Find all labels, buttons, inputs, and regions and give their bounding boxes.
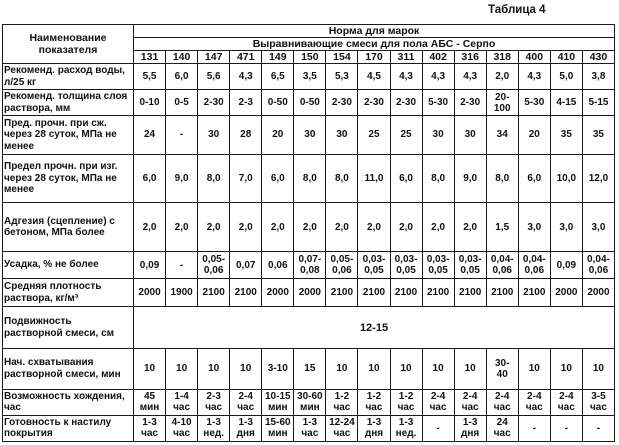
- row-label: Пред. прочн. при сж. через 28 суток, МПа не менее: [3, 116, 134, 155]
- value-cell: 30: [326, 116, 358, 155]
- grade-header-cell: 131: [134, 51, 166, 64]
- row-label: Средняя плотность раствора, кг/м³: [3, 279, 134, 307]
- table-row: [3, 389, 615, 415]
- value-cell: 12-24 час: [326, 415, 358, 441]
- value-cell: 6,5: [262, 64, 294, 90]
- grade-header-cell: 430: [582, 51, 614, 64]
- value-cell: 3,0: [582, 203, 614, 252]
- value-cell: 5,0: [550, 64, 582, 90]
- row-label: Нач. схватывания растворной смеси, мин: [3, 348, 134, 389]
- value-cell: 2-30: [326, 90, 358, 116]
- table-row: [3, 415, 615, 441]
- value-cell: 5-30: [422, 90, 454, 116]
- value-cell: 1900: [166, 279, 198, 307]
- value-cell: 1-3 нед.: [198, 415, 230, 441]
- value-cell: 8,0: [422, 154, 454, 203]
- value-cell: 10: [454, 348, 486, 389]
- value-cell: 2000: [582, 279, 614, 307]
- value-cell: 24: [134, 116, 166, 155]
- value-cell: 3,5: [294, 64, 326, 90]
- table-row: [3, 203, 615, 252]
- value-cell: 35: [582, 116, 614, 155]
- value-cell: 1-4 час: [166, 389, 198, 415]
- value-cell: 8,0: [486, 154, 518, 203]
- value-cell: 9,0: [454, 154, 486, 203]
- value-cell: 8,0: [198, 154, 230, 203]
- value-cell: 1-3 дня: [230, 415, 262, 441]
- value-cell: 35: [550, 116, 582, 155]
- value-cell: 5-30: [518, 90, 550, 116]
- value-cell: 30: [422, 116, 454, 155]
- value-cell: 2,0: [358, 203, 390, 252]
- value-cell: 2-3 час: [198, 389, 230, 415]
- row-label: Готовность к настилу покрытия: [3, 415, 134, 441]
- value-cell: 2100: [390, 279, 422, 307]
- specs-table: [2, 24, 615, 442]
- table-row: [3, 307, 615, 348]
- grade-header-cell: 149: [262, 51, 294, 64]
- row-label: Адгезия (сцепление) с бетоном, МПа более: [3, 203, 134, 252]
- row-label: Предел прочн. при изг. через 28 суток, МПа не менее: [3, 154, 134, 203]
- value-cell: 3,0: [518, 203, 550, 252]
- value-cell: 2-4 час: [518, 389, 550, 415]
- value-cell: -: [166, 116, 198, 155]
- value-cell: 2-30: [454, 90, 486, 116]
- value-cell: 24 час: [486, 415, 518, 441]
- value-cell: 8,0: [294, 154, 326, 203]
- value-cell: 3,8: [582, 64, 614, 90]
- value-cell: 2-4 час: [454, 389, 486, 415]
- value-cell: 5,3: [326, 64, 358, 90]
- grade-header-cell: 154: [326, 51, 358, 64]
- value-cell: 15-60 мин: [262, 415, 294, 441]
- value-cell: -: [166, 252, 198, 279]
- table-row: [3, 116, 615, 155]
- value-cell: -: [582, 415, 614, 441]
- value-cell: 2,0: [422, 203, 454, 252]
- value-cell: 0,09: [550, 252, 582, 279]
- value-cell: 0-50: [262, 90, 294, 116]
- value-cell: 4-15: [550, 90, 582, 116]
- value-cell: 10: [166, 348, 198, 389]
- value-cell: 0,09: [134, 252, 166, 279]
- grade-header-cell: 170: [358, 51, 390, 64]
- row-label: Рекоменд. расход воды, л/25 кг: [3, 64, 134, 90]
- merged-value-cell: 12-15: [134, 307, 615, 348]
- value-cell: 10: [326, 348, 358, 389]
- value-cell: 2000: [134, 279, 166, 307]
- value-cell: 25: [358, 116, 390, 155]
- table-body: [3, 64, 615, 442]
- value-cell: 30- 40: [486, 348, 518, 389]
- table-row: [3, 252, 615, 279]
- value-cell: 5,5: [134, 64, 166, 90]
- value-cell: 0,05- 0,06: [198, 252, 230, 279]
- value-cell: 2-4 час: [550, 389, 582, 415]
- value-cell: 0-5: [166, 90, 198, 116]
- table-row: [3, 348, 615, 389]
- value-cell: 4,3: [422, 64, 454, 90]
- value-cell: 2000: [262, 279, 294, 307]
- value-cell: 6,0: [262, 154, 294, 203]
- value-cell: 0,05- 0,06: [326, 252, 358, 279]
- value-cell: 5-15: [582, 90, 614, 116]
- value-cell: 2,0: [454, 203, 486, 252]
- value-cell: 10: [358, 348, 390, 389]
- value-cell: 30: [198, 116, 230, 155]
- value-cell: 4,3: [230, 64, 262, 90]
- value-cell: 1-3 час: [134, 415, 166, 441]
- value-cell: 0-10: [134, 90, 166, 116]
- value-cell: 4,3: [390, 64, 422, 90]
- value-cell: -: [518, 415, 550, 441]
- value-cell: -: [550, 415, 582, 441]
- value-cell: 10: [390, 348, 422, 389]
- grade-header-cell: 150: [294, 51, 326, 64]
- row-label: Подвижность растворной смеси, см: [3, 307, 134, 348]
- value-cell: 1-2 час: [390, 389, 422, 415]
- value-cell: 1-3 нед.: [390, 415, 422, 441]
- value-cell: 10: [582, 348, 614, 389]
- table-caption: Таблица 4: [488, 4, 546, 16]
- value-cell: 2-30: [358, 90, 390, 116]
- value-cell: 7,0: [230, 154, 262, 203]
- grade-header-cell: 400: [518, 51, 550, 64]
- value-cell: 2,0: [166, 203, 198, 252]
- value-cell: 10,0: [550, 154, 582, 203]
- value-cell: 5,6: [198, 64, 230, 90]
- value-cell: 12,0: [582, 154, 614, 203]
- value-cell: 1-3 дня: [358, 415, 390, 441]
- value-cell: 2000: [550, 279, 582, 307]
- value-cell: 10: [518, 348, 550, 389]
- row-label: Усадка, % не более: [3, 252, 134, 279]
- value-cell: 10: [422, 348, 454, 389]
- value-cell: 20- 100: [486, 90, 518, 116]
- value-cell: 45 мин: [134, 389, 166, 415]
- value-cell: 20: [262, 116, 294, 155]
- value-cell: 0,04- 0,06: [486, 252, 518, 279]
- value-cell: 10: [198, 348, 230, 389]
- value-cell: 10: [134, 348, 166, 389]
- value-cell: 2-30: [390, 90, 422, 116]
- value-cell: 28: [230, 116, 262, 155]
- value-cell: 3-5 час: [582, 389, 614, 415]
- table-row: [3, 90, 615, 116]
- value-cell: 1,5: [486, 203, 518, 252]
- value-cell: 2,0: [198, 203, 230, 252]
- grade-header-cell: 316: [454, 51, 486, 64]
- value-cell: 2100: [326, 279, 358, 307]
- value-cell: 0,04- 0,06: [582, 252, 614, 279]
- value-cell: 9,0: [166, 154, 198, 203]
- value-cell: 2,0: [294, 203, 326, 252]
- norm-header: Норма для марок: [134, 25, 615, 38]
- value-cell: 1-2 час: [326, 389, 358, 415]
- grade-header-cell: 402: [422, 51, 454, 64]
- table-row: [3, 154, 615, 203]
- value-cell: 2,0: [390, 203, 422, 252]
- value-cell: 0,04- 0,06: [518, 252, 550, 279]
- value-cell: 4,5: [358, 64, 390, 90]
- value-cell: 0,07: [230, 252, 262, 279]
- value-cell: 0,06: [262, 252, 294, 279]
- value-cell: 30: [294, 116, 326, 155]
- value-cell: 10: [230, 348, 262, 389]
- table-row: [3, 64, 615, 90]
- value-cell: 1-2 час: [358, 389, 390, 415]
- value-cell: 4,3: [518, 64, 550, 90]
- value-cell: 0,03- 0,05: [454, 252, 486, 279]
- value-cell: 2100: [230, 279, 262, 307]
- value-cell: 10: [550, 348, 582, 389]
- value-cell: 2100: [422, 279, 454, 307]
- value-cell: 2,0: [486, 64, 518, 90]
- value-cell: 34: [486, 116, 518, 155]
- name-column-header: Наименование показателя: [3, 25, 134, 64]
- row-label: Возможность хождения, час: [3, 389, 134, 415]
- value-cell: 8,0: [326, 154, 358, 203]
- value-cell: 0-50: [294, 90, 326, 116]
- value-cell: 6,0: [518, 154, 550, 203]
- value-cell: 2100: [358, 279, 390, 307]
- grade-header-cell: 318: [486, 51, 518, 64]
- grade-header-cell: 410: [550, 51, 582, 64]
- value-cell: 2-4 час: [486, 389, 518, 415]
- value-cell: 2100: [198, 279, 230, 307]
- value-cell: 20: [518, 116, 550, 155]
- value-cell: 2100: [486, 279, 518, 307]
- value-cell: 4-10 час: [166, 415, 198, 441]
- value-cell: 0,03- 0,05: [390, 252, 422, 279]
- value-cell: 30: [454, 116, 486, 155]
- value-cell: 25: [390, 116, 422, 155]
- value-cell: 11,0: [358, 154, 390, 203]
- value-cell: 30-60 мин: [294, 389, 326, 415]
- value-cell: 2-4 час: [422, 389, 454, 415]
- value-cell: 0,07- 0,08: [294, 252, 326, 279]
- value-cell: 3-10: [262, 348, 294, 389]
- grade-header-cell: 140: [166, 51, 198, 64]
- value-cell: 2100: [454, 279, 486, 307]
- value-cell: 3,0: [550, 203, 582, 252]
- value-cell: 2,0: [262, 203, 294, 252]
- value-cell: 2,0: [134, 203, 166, 252]
- value-cell: 6,0: [390, 154, 422, 203]
- value-cell: 2000: [294, 279, 326, 307]
- value-cell: 1-3 час: [294, 415, 326, 441]
- value-cell: 1-3 дня: [454, 415, 486, 441]
- value-cell: 2,0: [230, 203, 262, 252]
- value-cell: 6,0: [134, 154, 166, 203]
- value-cell: -: [422, 415, 454, 441]
- grade-header-cell: 311: [390, 51, 422, 64]
- value-cell: 0,03- 0,05: [358, 252, 390, 279]
- value-cell: 10-15 мин: [262, 389, 294, 415]
- value-cell: 4,3: [454, 64, 486, 90]
- value-cell: 15: [294, 348, 326, 389]
- mixes-subheader: Выравнивающие смеси для пола АБС - Серпо: [134, 38, 615, 51]
- row-label: Рекоменд. толщина слоя раствора, мм: [3, 90, 134, 116]
- value-cell: 2-3: [230, 90, 262, 116]
- table-row: [3, 279, 615, 307]
- value-cell: 2,0: [326, 203, 358, 252]
- value-cell: 2-4 час: [230, 389, 262, 415]
- value-cell: 0,03- 0,05: [422, 252, 454, 279]
- grade-header-cell: 471: [230, 51, 262, 64]
- value-cell: 2-30: [198, 90, 230, 116]
- grade-header-cell: 147: [198, 51, 230, 64]
- value-cell: 2100: [518, 279, 550, 307]
- value-cell: 6,0: [166, 64, 198, 90]
